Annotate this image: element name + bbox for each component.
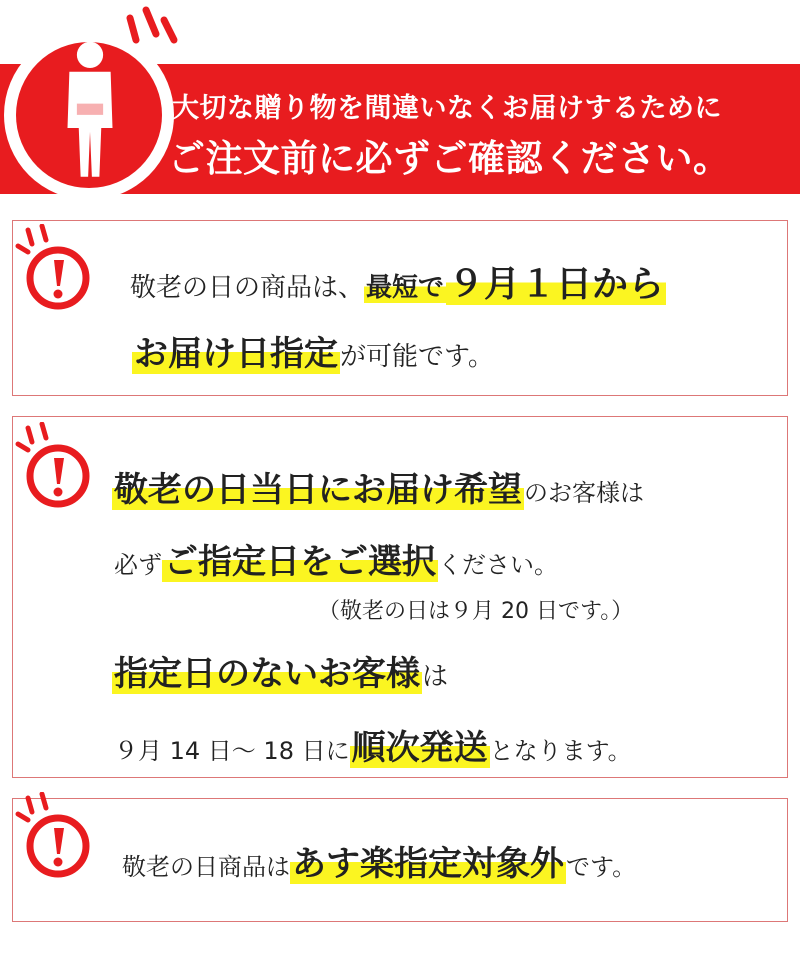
notice1-date: ９月１日から [448,264,665,305]
banner-subtitle: 大切な贈り物を間違いなくお届けするために [172,93,722,124]
notice3-line [122,836,636,885]
notice1-text-2: が可能です。 [340,342,494,372]
notice2-date-note: （敬老の日は９月 20 日です。） [318,599,634,624]
person-icon [40,38,140,188]
notice1-line1 [130,256,666,307]
notice2-text-5: ９月 14 日～ 18 日に [114,737,350,765]
notice2-line5 [114,720,632,769]
notice3-text: 敬老の日商品は [122,853,290,881]
notice1-text: 敬老の日の商品は、 [130,273,365,303]
notice2-line2 [114,534,558,583]
notice1-highlight: 最短で [366,273,445,303]
notice3-highlight: あす楽指定対象外 [292,844,564,884]
notice2-text-2: 必ず [114,551,162,579]
notice2-text-4: は [422,662,449,692]
notice2-highlight-1: 敬老の日当日にお届け希望 [114,470,522,510]
notice2-line4 [112,646,448,695]
banner-title: ご注文前に必ずご確認ください。 [168,137,731,180]
exclamation-circle-icon [10,224,100,314]
notice2-line1 [112,462,644,511]
notice2-text-2b: ください。 [438,551,558,579]
notice2-highlight-3: 指定日のないお客様 [114,654,420,694]
notice2-text-5b: となります。 [489,737,632,765]
exclamation-circle-icon [10,792,100,882]
exclamation-circle-icon [10,422,100,512]
notice2-highlight-2: ご指定日をご選択 [164,542,436,582]
notice1-line2 [132,326,494,375]
notice2-highlight-4: 順次発送 [351,728,488,768]
notice2-text-1: のお客様は [524,479,644,507]
notice1-highlight-2: お届け日指定 [134,334,338,374]
notice3-text-tail: です。 [566,853,637,881]
